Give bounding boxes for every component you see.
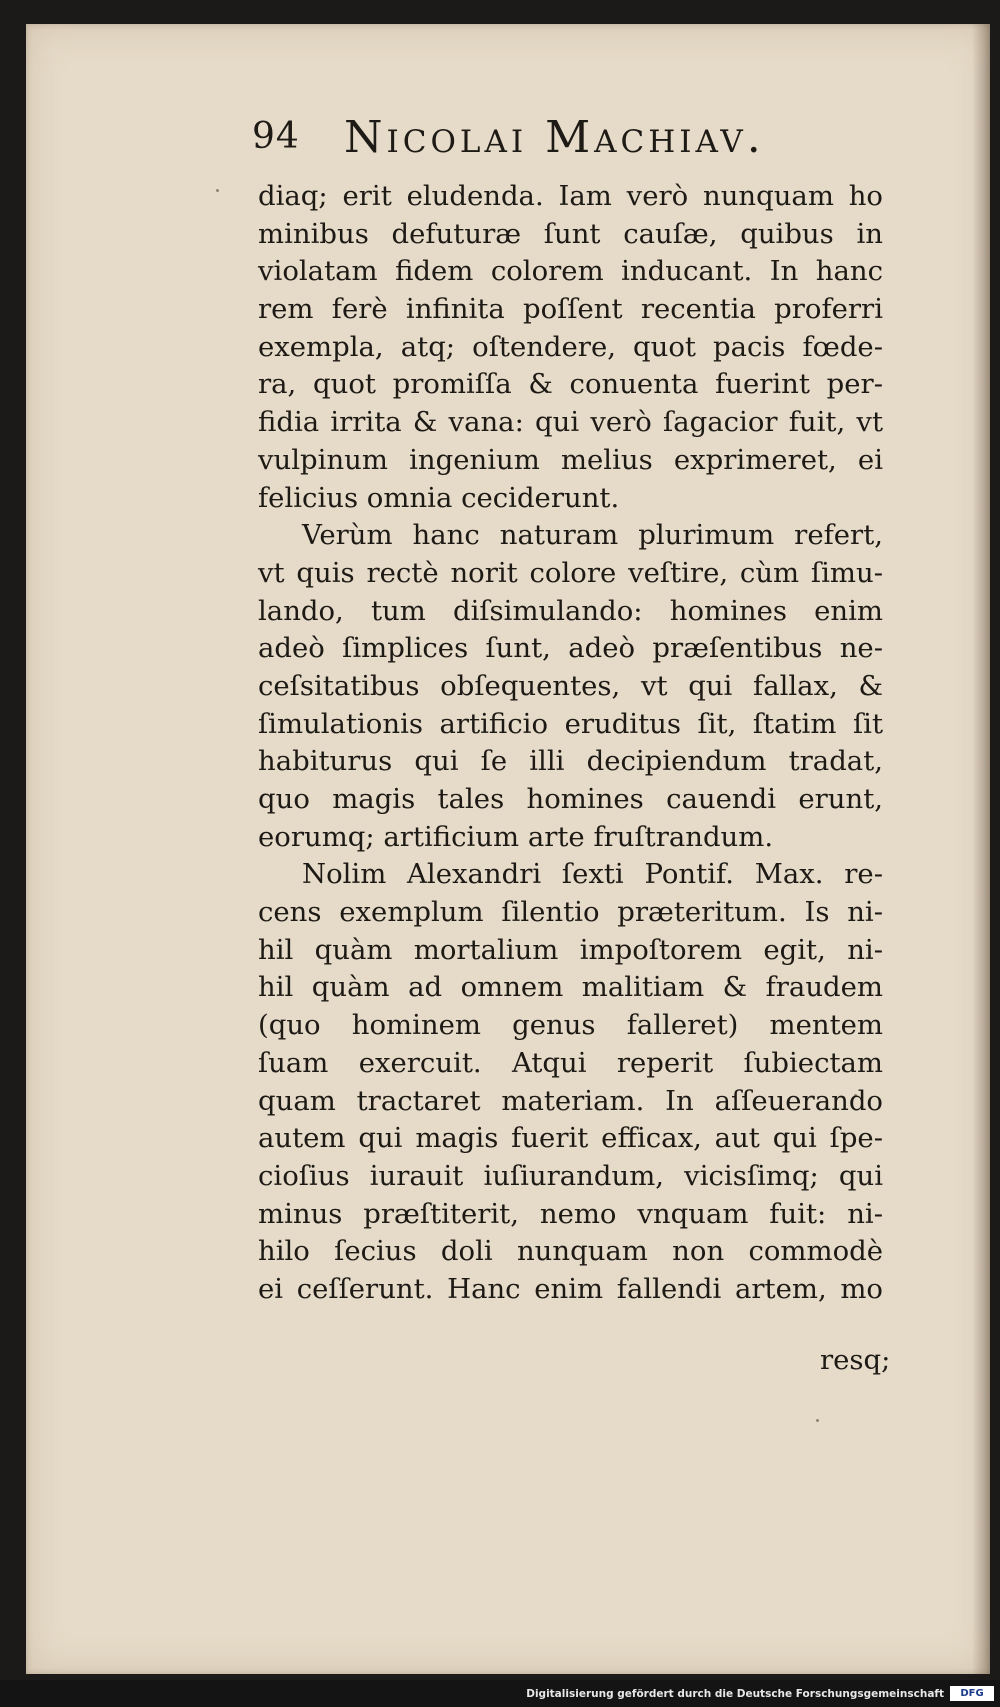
text-line: vulpinum ingenium melius exprimeret, ei: [258, 443, 883, 476]
running-head: [252, 112, 892, 174]
digitization-credit: Digitalisierung gefördert durch die Deutsche Forschungsgemeinschaft: [526, 1688, 944, 1700]
text-line: fidia irrita & vana: qui verò ſagacior fuit, vt: [258, 406, 883, 439]
text-line: adeò ſimplices ſunt, adeò præſentibus ne-: [258, 632, 883, 665]
page-gutter-shadow: [972, 24, 990, 1674]
paper-speck: [216, 189, 219, 192]
text-line: rem ferè infinita poſſent recentia proferri: [258, 293, 883, 326]
text-line: exempla, atq; oſtendere, quot pacis fœde-: [258, 330, 883, 363]
text-line: cens exemplum ſilentio præteritum. Is ni-: [258, 896, 883, 929]
page-number: 94: [252, 116, 300, 157]
text-line: cioſius iurauit iuſiurandum, vicisſimq; qui: [258, 1159, 883, 1192]
text-line: hil quàm ad omnem malitiam & fraudem: [258, 971, 883, 1004]
running-title: Nicolai Machiav.: [344, 112, 765, 163]
text-line: felicius omnia ceciderunt.: [258, 481, 620, 514]
text-line: vt quis rectè norit colore veſtire, cùm ſimu-: [258, 556, 883, 589]
text-line: ceſsitatibus obſequentes, vt qui fallax, &: [258, 669, 883, 702]
text-line: (quo hominem genus falleret) mentem: [258, 1009, 883, 1042]
text-line: diaq; erit eludenda. Iam verò nunquam ho: [258, 180, 883, 212]
text-line: ſuam exercuit. Atqui reperit ſubiectam: [258, 1046, 883, 1079]
text-line: ei ceſſerunt. Hanc enim fallendi artem, mo: [258, 1272, 883, 1305]
text-line: autem qui magis fuerit efficax, aut qui ſpe-: [258, 1122, 883, 1155]
text-line: habiturus qui ſe illi decipiendum tradat,: [258, 745, 883, 778]
text-line: minus præſtiterit, nemo vnquam fuit: ni-: [258, 1197, 883, 1230]
body-text: [258, 178, 883, 1309]
dfg-logo: DFG: [950, 1686, 994, 1701]
paragraph-start-line: Verùm hanc naturam plurimum refert,: [302, 519, 883, 552]
text-line: ra, quot promiſſa & conuenta fuerint per-: [258, 368, 883, 401]
text-line: hilo ſecius doli nunquam non commodè: [258, 1235, 883, 1268]
text-line: lando, tum diſsimulando: homines enim: [258, 594, 883, 627]
text-line: eorumq; artificium arte fruſtrandum.: [258, 820, 774, 853]
catchword: resq;: [820, 1344, 891, 1376]
paragraph-start-line: Nolim Alexandri ſexti Pontif. Max. re-: [302, 858, 883, 891]
text-line: minibus defuturæ ſunt cauſæ, quibus in: [258, 217, 883, 250]
text-line: violatam fidem colorem inducant. In hanc: [258, 255, 883, 288]
text-line: hil quàm mortalium impoſtorem egit, ni-: [258, 933, 883, 966]
text-line: quam tractaret materiam. In aſſeuerando: [258, 1084, 883, 1117]
text-line: ſimulationis artificio eruditus ſit, ſtatim ſit: [258, 707, 883, 740]
text-line: quo magis tales homines cauendi erunt,: [258, 783, 883, 815]
paper-speck: [816, 1419, 819, 1422]
